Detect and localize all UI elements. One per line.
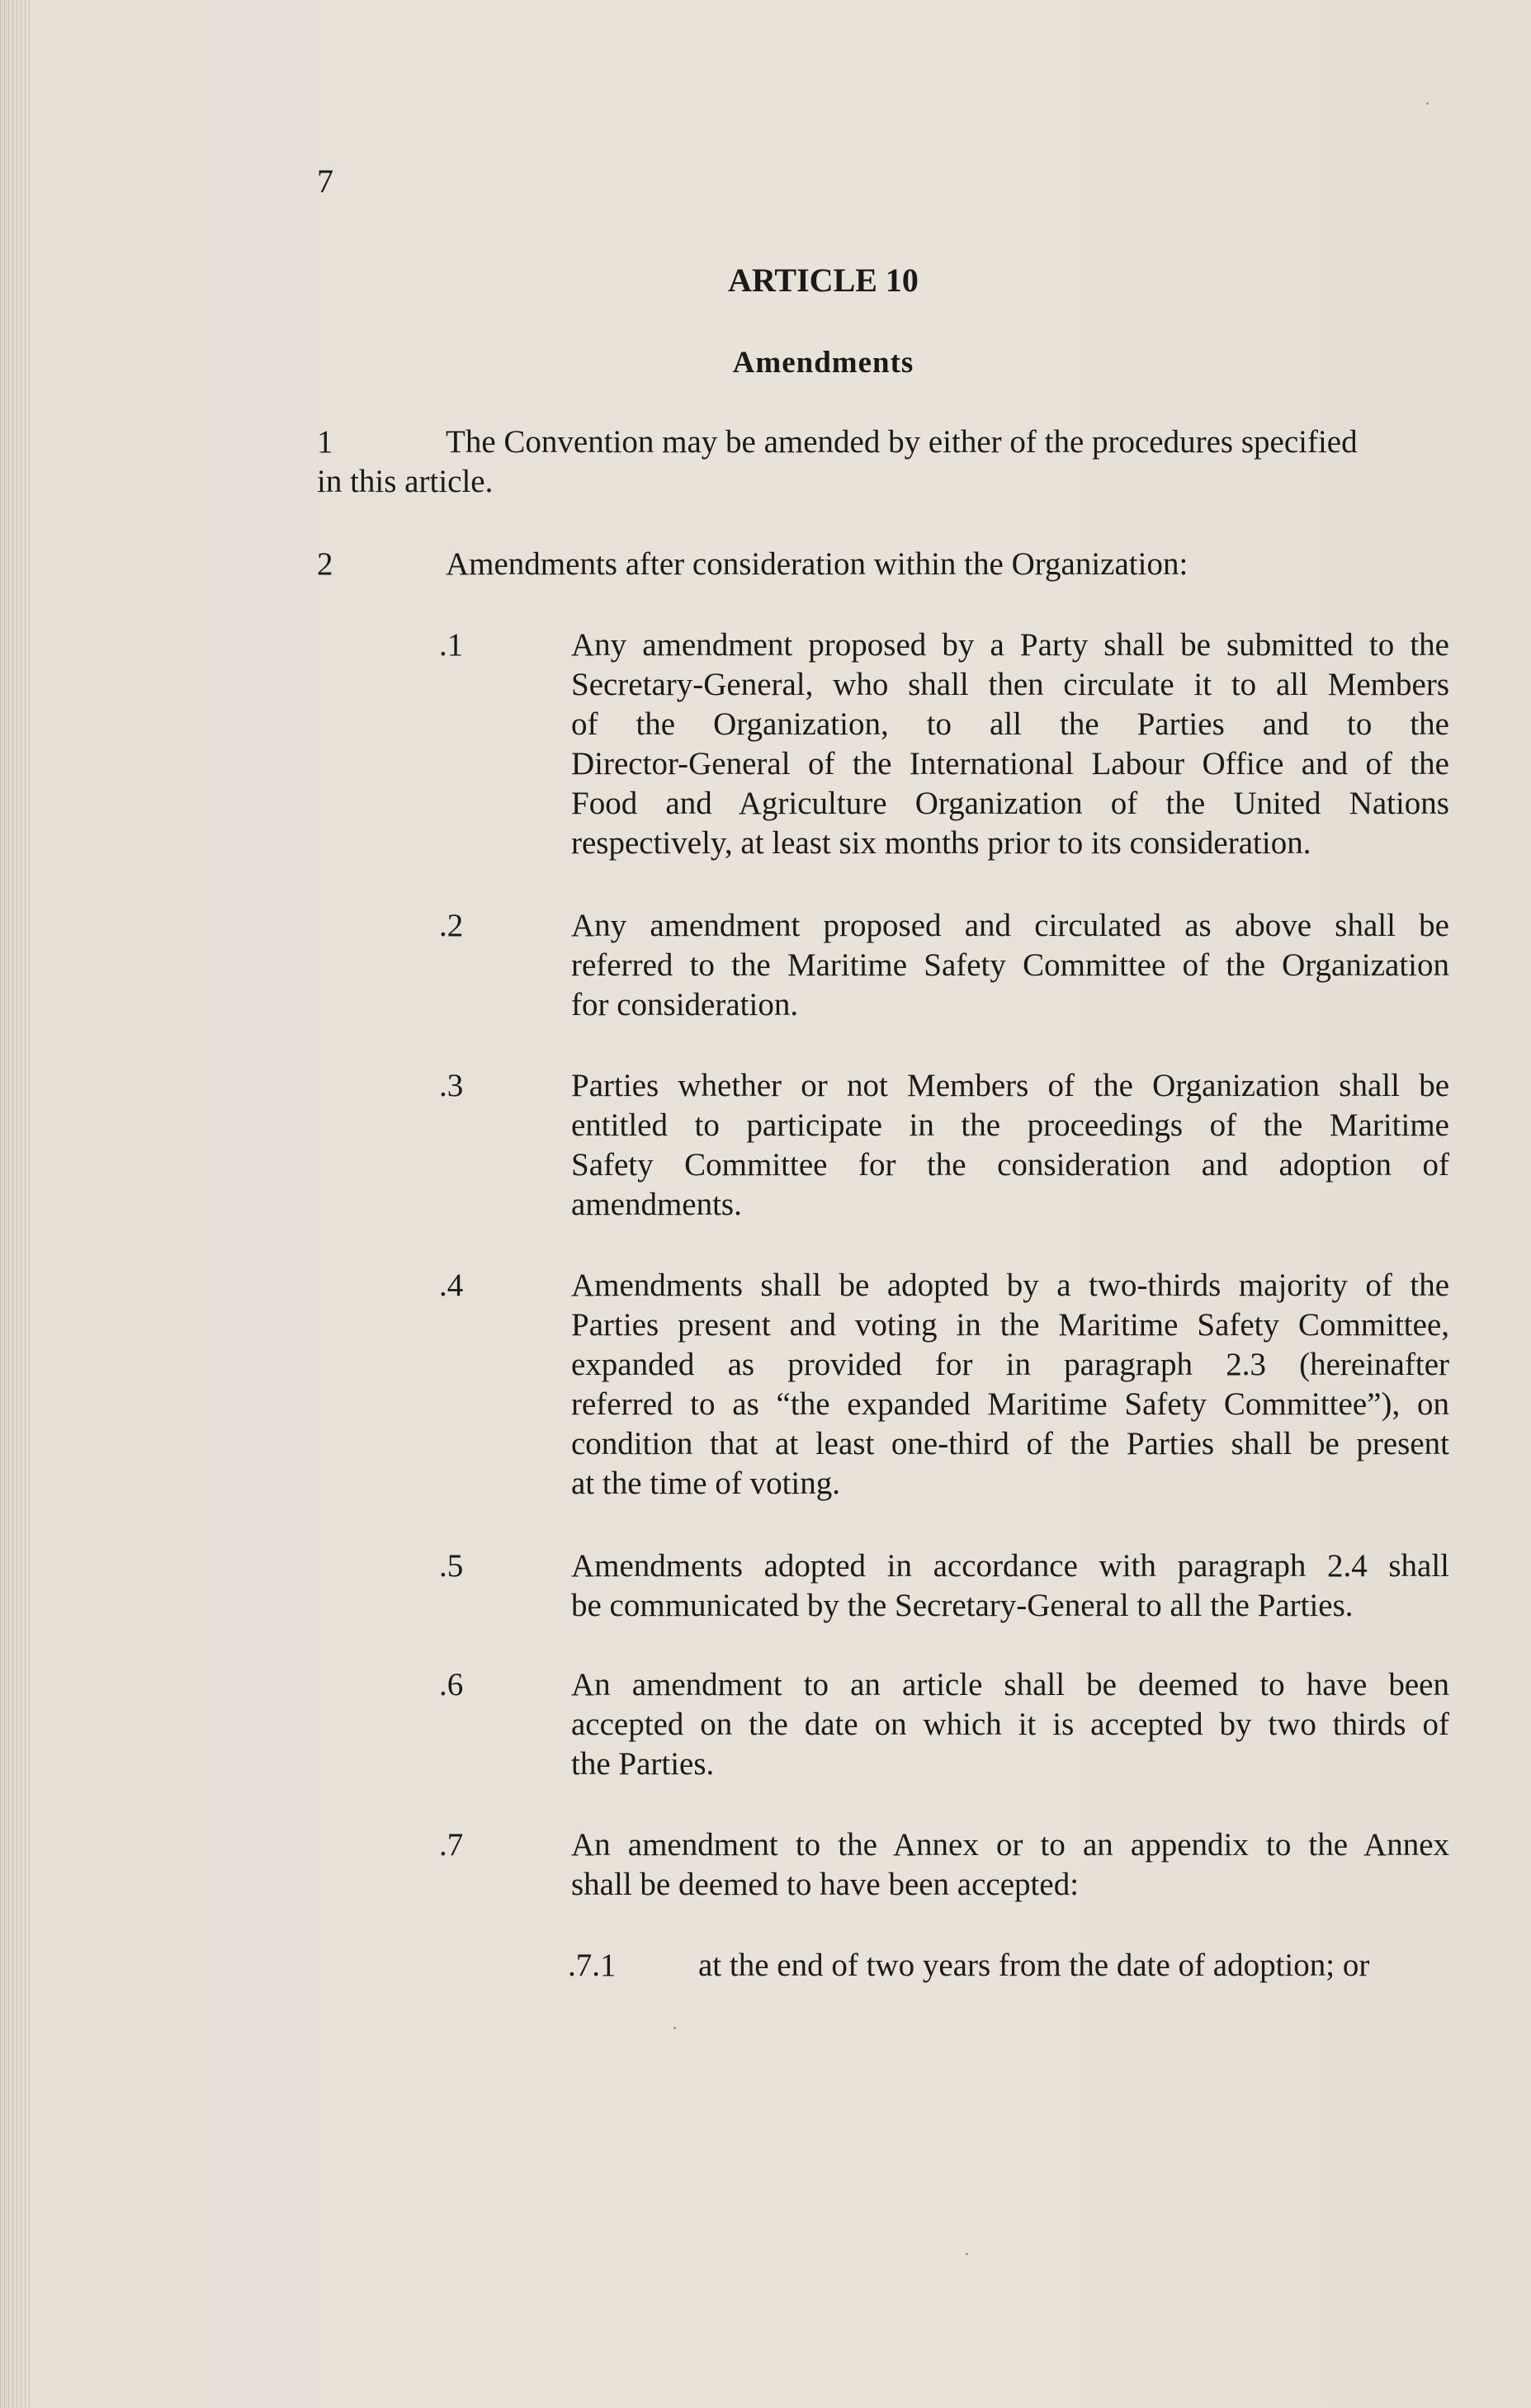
- subsubparagraph-line: at the end of two years from the date of adoption; or: [698, 1948, 1370, 1983]
- subparagraph-text: [571, 626, 1449, 863]
- subparagraph-text: [571, 906, 1449, 1025]
- subparagraph-text: [571, 1066, 1449, 1225]
- paragraph-line: in this article.: [317, 464, 494, 499]
- subparagraph-line: An amendment to an article shall be deemed to have been: [571, 1667, 1449, 1702]
- paper-speck: [673, 2027, 676, 2029]
- subparagraph-7: [439, 1825, 1449, 1905]
- subparagraph-line: respectively, at least six months prior to its consideration.: [571, 825, 1311, 861]
- subparagraph-text: [571, 1546, 1449, 1626]
- subsubparagraph-text: [698, 1946, 1449, 1985]
- subparagraph-line: shall be deemed to have been accepted:: [571, 1867, 1080, 1902]
- paragraph-number: 1: [317, 424, 333, 460]
- paragraph-line: The Convention may be amended by either of the procedures specified: [446, 424, 1358, 460]
- subparagraph-line: Any amendment proposed and circulated as above shall be: [571, 908, 1449, 943]
- subparagraph-line: Food and Agriculture Organization of the United Nations: [571, 786, 1449, 821]
- subparagraph-line: entitled to participate in the proceedings of the Maritime: [571, 1107, 1449, 1143]
- page-number: 7: [317, 163, 333, 200]
- subparagraph-line: An amendment to the Annex or to an appendix to the Annex: [571, 1827, 1449, 1863]
- subparagraph-number: .6: [439, 1667, 464, 1702]
- subparagraph-line: amendments.: [571, 1187, 742, 1222]
- subparagraph-line: Amendments shall be adopted by a two-thirds majority of the: [571, 1268, 1449, 1303]
- paragraph-number: 2: [317, 546, 333, 582]
- subparagraph-4: [439, 1266, 1449, 1504]
- paper-speck: [1426, 102, 1429, 105]
- subparagraph-line: be communicated by the Secretary-General to all the Parties.: [571, 1588, 1354, 1623]
- subparagraph-line: the Parties.: [571, 1746, 715, 1782]
- subparagraph-line: Any amendment proposed by a Party shall be submitted to the: [571, 627, 1449, 663]
- subparagraph-line: Director-General of the International Labour Office and of the: [571, 746, 1449, 781]
- subparagraph-3: [439, 1066, 1449, 1225]
- subparagraph-line: referred to as “the expanded Maritime Safety Committee”), on: [571, 1386, 1449, 1422]
- subparagraph-1: [439, 626, 1449, 863]
- subparagraph-line: Amendments adopted in accordance with paragraph 2.4 shall: [571, 1548, 1449, 1584]
- subparagraph-line: Parties present and voting in the Maritime Safety Committee,: [571, 1307, 1449, 1343]
- article-subtitle: Amendments: [732, 346, 914, 380]
- subsubparagraph-number: .7.1: [568, 1948, 617, 1983]
- subparagraph-line: at the time of voting.: [571, 1466, 841, 1501]
- subparagraph-line: accepted on the date on which it is accepted by two thirds of: [571, 1707, 1449, 1742]
- subparagraph-text: [571, 1825, 1449, 1905]
- subparagraph-text: [571, 1665, 1449, 1784]
- subparagraph-line: Parties whether or not Members of the Organization shall be: [571, 1068, 1449, 1103]
- subparagraph-number: .2: [439, 908, 464, 943]
- subparagraph-line: Safety Committee for the consideration and adoption of: [571, 1147, 1449, 1183]
- subsubparagraph-7-1: [568, 1946, 1449, 1985]
- paragraph-line: Amendments after consideration within the Organization:: [446, 546, 1188, 582]
- subparagraph-text: [571, 1266, 1449, 1504]
- subparagraph-2: [439, 906, 1449, 1025]
- subparagraph-6: [439, 1665, 1449, 1784]
- subparagraph-5: [439, 1546, 1449, 1626]
- subparagraph-line: referred to the Maritime Safety Committee of the Organization: [571, 947, 1449, 983]
- paper-speck: [966, 2253, 968, 2255]
- subparagraph-number: .1: [439, 627, 464, 663]
- paragraph-1: [317, 423, 1449, 502]
- subparagraph-line: expanded as provided for in paragraph 2.3 (hereinafter: [571, 1347, 1449, 1382]
- subparagraph-number: .3: [439, 1068, 464, 1103]
- article-title: ARTICLE 10: [728, 262, 919, 299]
- subparagraph-line: condition that at least one-third of the Parties shall be present: [571, 1426, 1449, 1461]
- subparagraph-number: .7: [439, 1827, 464, 1863]
- subparagraph-line: Secretary-General, who shall then circulate it to all Members: [571, 667, 1449, 702]
- subparagraph-line: of the Organization, to all the Parties and to the: [571, 706, 1449, 742]
- paragraph-2: [317, 545, 1449, 584]
- subparagraph-number: .4: [439, 1268, 464, 1303]
- subparagraph-number: .5: [439, 1548, 464, 1584]
- subparagraph-line: for consideration.: [571, 987, 799, 1022]
